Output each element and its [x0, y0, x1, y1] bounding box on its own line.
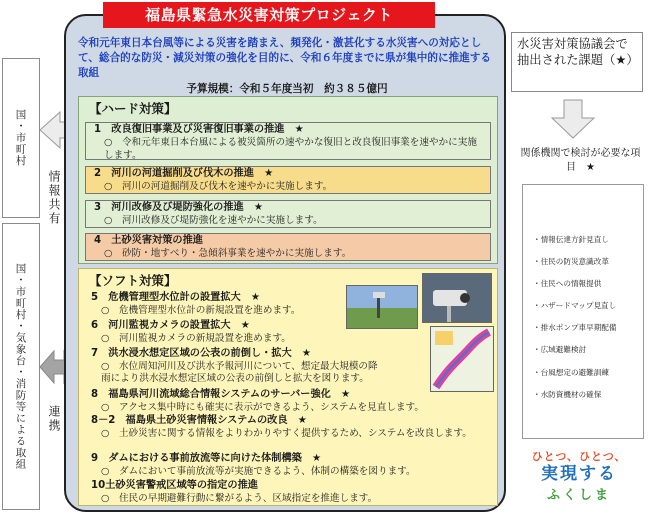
hard-item-1: 1 改良復旧事業及び災害復旧事業の推進 ★ ○ 令和元年東日本台風による被災箇所の速やかな復旧と改良復旧事業を速やかに実施します。 [85, 122, 491, 160]
hard-measures-section [78, 96, 498, 264]
list-item: ・住民の防災意識改革 [533, 257, 609, 267]
hard-item-2: 2 河川の河道掘削及び伐木の推進 ★ ○ 河川の河道掘削及び伐木を速やかに実施します。 [85, 166, 491, 194]
hard-item-3: 3 河川改修及び堤防強化の推進 ★ ○ 河川改修及び堤防強化を速やかに実施します。 [85, 200, 491, 228]
list-item: ・台風想定の避難訓練 [533, 367, 609, 377]
list-item: ・排水ポンプ車早期配備 [533, 323, 617, 333]
inundation-map-image [430, 326, 494, 392]
info-sharing-label: 情報共有 [47, 170, 61, 226]
soft-item-10: 10土砂災害警戒区域等の指定の推進 ○ 住民の早期避難行動に繋がるよう、区域指定を推進します。 [91, 480, 378, 504]
intro-text: 令和元年東日本台風等による災害を踏まえ、頻発化・激甚化する水災害への対応として、総合的な防災・減災対策の強化を目的に、令和６年度までに県が集中的に推進する取組 [78, 37, 491, 79]
cooperation-partner-box: 国・市町村・気象台・消防等による取組 [2, 223, 40, 510]
soft-item-6: 6 河川監視カメラの設置拡大 ★ ○ 河川監視カメラの新規設置を進めます。 [91, 320, 291, 344]
fukushima-logo: ひとつ、ひとつ、 実現する ふくしま [531, 450, 627, 503]
cooperation-label: 連携 [47, 405, 61, 433]
soft-item-5: 5 危機管理型水位計の設置拡大 ★ ○ 危機管理型水位計の新規設置を進めます。 [91, 292, 301, 316]
soft-measures-title: 【ソフト対策】 [89, 273, 177, 288]
issues-box: 水災害対策協議会で抽出された課題（★） [511, 32, 643, 92]
soft-item-8-2: 8－2 福島県土砂災害情報システムの改良 ★ ○ 土砂災害に関する情報をよりわかりやすく提供するため、システムを改良します。 [91, 415, 472, 439]
soft-item-9: 9 ダムにおける事前放流等に向けた体制構築 ★ ○ ダムにおいて事前放流等が実施できるよう、体制の構築を図ります。 [91, 453, 416, 477]
camera-photo [422, 273, 492, 323]
review-items-text: 関係機関で検討が必要な項目 ★ [520, 148, 641, 173]
soft-item-7: 7 洪水浸水想定区域の公表の前倒し・拡大 ★ ○ 水位周知河川及び洪水予報河川について、想定最大規模の降雨により洪水浸水想定区域の公表の前倒しと拡大を図ります。 [91, 348, 378, 385]
info-partner-box: 国・市町村 [2, 58, 40, 218]
list-item: ・住民への情報提供 [533, 279, 602, 289]
review-items-box [522, 184, 644, 439]
soft-item-8: 8 福島県河川流域総合情報システムのサーバー強化 ★ ○ アクセス集中時にも確実に表示ができるよう、システムを見直します。 [91, 389, 424, 413]
hard-item-4: 4 土砂災害対策の推進 ○ 砂防・地すべり・急傾斜事業を速やかに実施します。 [85, 233, 491, 261]
hard-measures-title: 【ハード対策】 [89, 101, 177, 116]
list-item: ・広域避難検討 [533, 345, 587, 355]
list-item: ・情報伝達方針見直し [533, 235, 609, 244]
list-item: ・ハザードマップ見直し [533, 301, 617, 311]
down-arrow-icon [550, 98, 596, 140]
water-gauge-photo [346, 285, 418, 329]
page-title: 福島県緊急水災害対策プロジェクト [103, 2, 435, 28]
budget-text: 予算規模：令和５年度当初 約３８５億円 [186, 83, 388, 95]
list-item: ・水防資機材の確保 [533, 389, 602, 399]
